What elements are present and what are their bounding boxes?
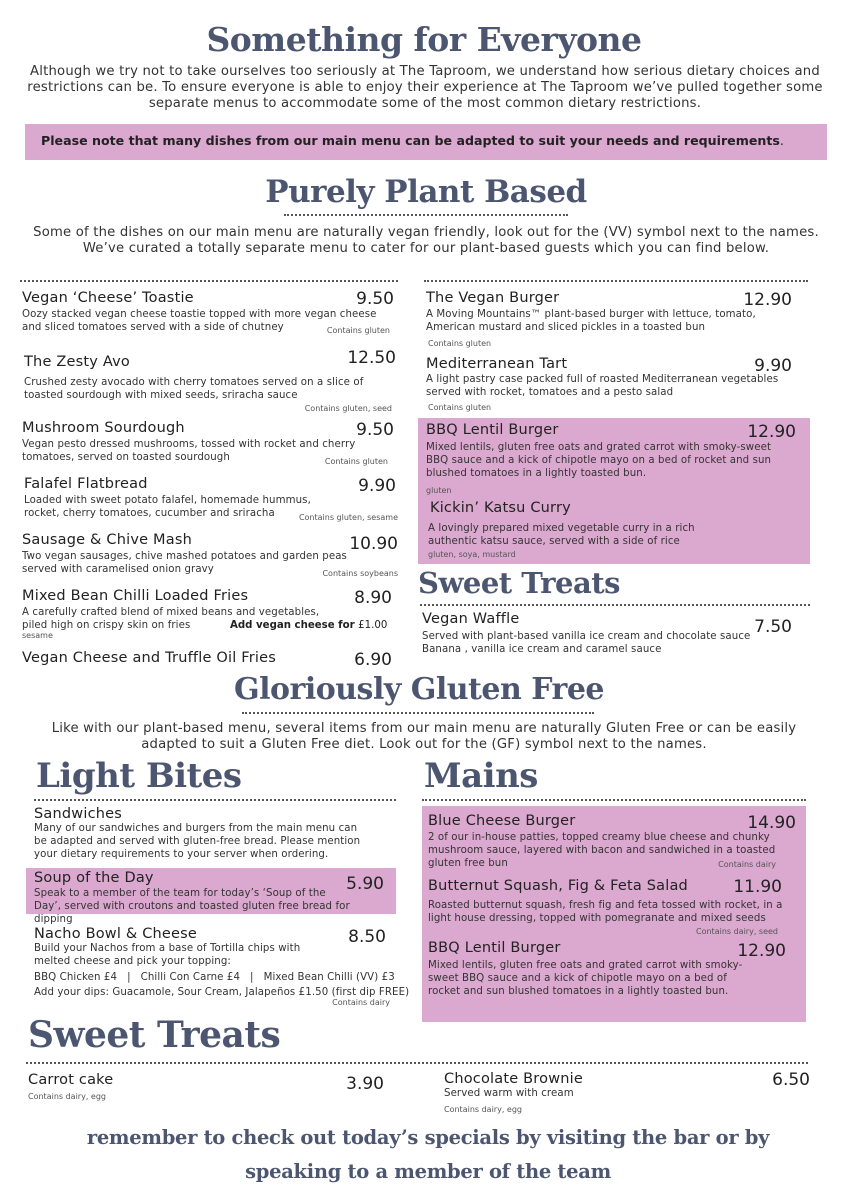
item-allergens: Contains dairy, egg xyxy=(444,1105,522,1114)
footer-line-1: remember to check out today’s specials by visiting the bar or by xyxy=(86,1126,770,1149)
bites-title: Light Bites xyxy=(36,756,242,796)
gf-sweet-divider xyxy=(26,1062,808,1064)
extra-label: Add vegan cheese for xyxy=(230,620,355,631)
item-name: Vegan Cheese and Truffle Oil Fries xyxy=(22,650,277,666)
gf-intro: Like with our plant-based menu, several items from our main menu are naturally Gluten Free or can be easily adapted to suit a Gluten Free diet. Look out for the (GF) symbol next to the names. xyxy=(51,721,797,752)
item-name: Soup of the Day xyxy=(34,870,154,886)
plant-item-bbq-lentil-burger xyxy=(426,422,796,496)
item-allergens: Contains gluten, sesame xyxy=(298,513,398,522)
gf-bite-sandwiches xyxy=(34,806,396,862)
item-desc: Crushed zesty avocado with cherry tomatoes served on a slice of toasted sourdough with mixed seeds, sriracha sauce xyxy=(24,377,364,401)
item-name: Carrot cake xyxy=(28,1072,114,1088)
item-name: BBQ Lentil Burger xyxy=(426,422,559,438)
item-price: 8.50 xyxy=(348,927,386,947)
plant-item-bean-chilli-fries xyxy=(22,588,398,642)
item-allergens: gluten, soya, mustard xyxy=(428,550,516,559)
item-name: Butternut Squash, Fig & Feta Salad xyxy=(428,878,688,894)
item-desc: A lovingly prepared mixed vegetable curry in a rich authentic katsu sauce, served with a side of rice xyxy=(428,523,695,547)
item-price: 9.50 xyxy=(356,289,394,309)
plant-sweet-title: Sweet Treats xyxy=(418,566,621,600)
item-name: Blue Cheese Burger xyxy=(428,813,576,829)
footer-line-2: speaking to a member of the team xyxy=(245,1160,611,1183)
item-price: 5.90 xyxy=(346,874,384,894)
item-price: 10.90 xyxy=(349,534,398,554)
item-desc: Served with plant-based vanilla ice cream and chocolate sauce xyxy=(422,631,751,642)
gf-bite-soup xyxy=(34,870,384,925)
plant-left-divider xyxy=(20,280,398,282)
plant-intro: Some of the dishes on our main menu are naturally vegan friendly, look out for the (VV) symbol next to the names. We’ve curated a totally separate menu to cater for our plant-based guests which you can find below. xyxy=(33,225,819,256)
plant-item-katsu-curry xyxy=(428,500,798,562)
gf-main-blue-cheese-burger xyxy=(428,813,796,873)
gf-bite-nacho-bowl xyxy=(34,926,410,1012)
item-price: 14.90 xyxy=(747,813,796,833)
item-price: 9.90 xyxy=(358,476,396,496)
item-price: 8.90 xyxy=(354,588,392,608)
item-desc: Many of our sandwiches and burgers from the main menu can be adapted and served with gluten-free bread. Please mention your dietary requirements to your server when ordering. xyxy=(34,823,361,860)
item-price: 12.90 xyxy=(747,422,796,442)
item-allergens: gluten xyxy=(426,486,452,495)
item-name: Falafel Flatbread xyxy=(24,476,148,492)
item-desc-2: Banana , vanilla ice cream and caramel sauce xyxy=(422,644,662,655)
item-name: Vegan ‘Cheese’ Toastie xyxy=(22,290,194,306)
plant-sweet-vegan-waffle xyxy=(422,611,802,661)
item-price: 7.50 xyxy=(754,617,792,637)
mains-divider xyxy=(422,799,806,801)
item-desc: Oozy stacked vegan cheese toastie topped with more vegan cheese and sliced tomatoes served with a side of chutney xyxy=(22,309,377,333)
item-price: 6.50 xyxy=(772,1070,810,1090)
item-desc: Loaded with sweet potato falafel, homemade hummus, rocket, cherry tomatoes, cucumber and sriracha xyxy=(24,495,311,519)
intro-text: Although we try not to take ourselves too seriously at The Taproom, we understand how serious dietary choices and restrictions can be. To ensure everyone is able to enjoy their experience at The Taproom we’ve pulled together some separate menus to accommodate some of the most common dietary restrictions. xyxy=(27,64,823,111)
mains-title: Mains xyxy=(424,756,538,796)
item-desc: Served warm with cream xyxy=(444,1088,574,1099)
item-name: Sausage & Chive Mash xyxy=(22,532,192,548)
item-desc: Mixed lentils, gluten free oats and grated carrot with smoky-sweet BBQ sauce and a kick of chipotle mayo on a bed of rocket and sun blushed tomatoes in a lightly toasted bun. xyxy=(428,960,743,997)
item-allergens: Contains gluten xyxy=(428,403,492,412)
gf-title: Gloriously Gluten Free xyxy=(234,672,604,707)
nacho-dips: Add your dips: Guacamole, Sour Cream, Jalapeños £1.50 (first dip FREE) xyxy=(34,987,410,998)
plant-item-truffle-fries xyxy=(22,650,398,674)
item-allergens: Contains gluten xyxy=(326,326,390,335)
item-name: Chocolate Brownie xyxy=(444,1071,584,1087)
plant-title-divider xyxy=(284,214,568,216)
plant-item-vegan-burger xyxy=(426,290,796,348)
item-allergens: sesame xyxy=(22,631,53,640)
item-allergens: Contains dairy xyxy=(332,998,390,1007)
item-name: The Vegan Burger xyxy=(426,290,560,306)
plant-item-mediterranean-tart xyxy=(426,356,796,414)
item-desc: A light pastry case packed full of roasted Mediterranean vegetables served with rocket, tomatoes and a pesto salad xyxy=(426,374,779,398)
plant-sweet-divider xyxy=(420,604,810,606)
plant-title: Purely Plant Based xyxy=(265,174,587,210)
item-price: 12.90 xyxy=(737,941,786,961)
item-name: Mixed Bean Chilli Loaded Fries xyxy=(22,588,249,604)
item-name: Vegan Waffle xyxy=(422,611,520,627)
notice-end: . xyxy=(779,133,784,148)
plant-item-zesty-avo xyxy=(24,348,398,416)
extra-price: £1.00 xyxy=(358,620,388,631)
item-desc: Speak to a member of the team for today’s ‘Soup of the Day’, served with croutons and toasted gluten free bread for dipping xyxy=(34,888,350,925)
item-desc: Vegan pesto dressed mushrooms, tossed with rocket and cherry tomatoes, served on toasted sourdough xyxy=(22,439,356,463)
item-desc: 2 of our in-house patties, topped creamy blue cheese and chunky mushroom sauce, layered with bacon and sandwiched in a toasted gluten free bun xyxy=(428,832,776,869)
item-desc: A Moving Mountains™ plant-based burger with lettuce, tomato, American mustard and sliced pickles in a toasted bun xyxy=(426,309,756,333)
item-desc: A carefully crafted blend of mixed beans and vegetables, piled high on crispy skin on fries xyxy=(22,607,320,631)
gf-main-butternut-salad xyxy=(428,878,790,938)
nacho-toppings: BBQ Chicken £4 | Chilli Con Carne £4 | Mixed Bean Chilli (VV) £3 xyxy=(34,972,395,983)
item-name: Nacho Bowl & Cheese xyxy=(34,926,198,942)
item-allergens: Contains dairy, seed xyxy=(696,927,778,936)
item-price: 6.90 xyxy=(354,650,392,670)
item-price: 12.90 xyxy=(743,290,792,310)
item-price: 12.50 xyxy=(347,348,396,368)
gf-main-bbq-lentil-burger xyxy=(428,940,790,1006)
item-name: Kickin’ Katsu Curry xyxy=(430,500,571,516)
item-allergens: Contains dairy xyxy=(718,860,776,869)
item-desc: Mixed lentils, gluten free oats and grated carrot with smoky-sweet BBQ sauce and a kick of chipotle mayo on a bed of rocket and sun blushed tomatoes in a lightly toasted bun. xyxy=(426,442,772,479)
bites-divider xyxy=(34,799,396,801)
plant-right-divider xyxy=(424,280,808,282)
gf-sweet-chocolate-brownie xyxy=(444,1071,812,1119)
notice-banner xyxy=(25,124,827,160)
item-allergens: Contains gluten xyxy=(428,339,492,348)
item-price: 9.90 xyxy=(754,356,792,376)
item-desc: Build your Nachos from a base of Tortilla chips with melted cheese and pick your topping: xyxy=(34,943,301,967)
gf-sweet-carrot-cake xyxy=(28,1072,388,1108)
item-price: 11.90 xyxy=(733,877,782,897)
item-price: 3.90 xyxy=(346,1074,384,1094)
item-name: Mediterranean Tart xyxy=(426,356,568,372)
item-allergens: Contains gluten xyxy=(324,457,388,466)
plant-item-falafel-flatbread xyxy=(24,476,398,526)
plant-item-vegan-cheese-toastie xyxy=(22,290,398,346)
item-allergens: Contains gluten, seed xyxy=(304,404,392,413)
item-allergens: Contains soybeans xyxy=(322,569,398,578)
plant-item-mushroom-sourdough xyxy=(22,420,398,470)
item-name: The Zesty Avo xyxy=(24,354,130,370)
item-allergens: Contains dairy, egg xyxy=(28,1092,106,1101)
notice-text: Please note that many dishes from our main menu can be adapted to suit your needs and requirements xyxy=(41,133,780,148)
item-price: 9.50 xyxy=(356,420,394,440)
item-name: Mushroom Sourdough xyxy=(22,420,185,436)
item-desc: Two vegan sausages, chive mashed potatoes and garden peas served with caramelised onion gravy xyxy=(22,551,347,575)
item-name: Sandwiches xyxy=(34,806,123,822)
item-name: BBQ Lentil Burger xyxy=(428,940,561,956)
item-desc: Roasted butternut squash, fresh fig and feta tossed with rocket, in a light house dressing, topped with pomegranate and mixed seeds xyxy=(428,900,783,924)
page-title: Something for Everyone xyxy=(206,20,642,59)
plant-item-sausage-chive-mash xyxy=(22,532,398,582)
gf-title-divider xyxy=(242,712,594,714)
gf-sweet-title: Sweet Treats xyxy=(28,1014,281,1056)
add-vegan-cheese xyxy=(230,620,387,631)
